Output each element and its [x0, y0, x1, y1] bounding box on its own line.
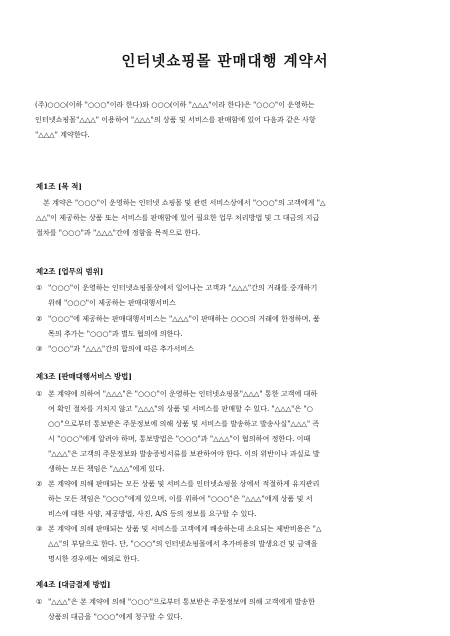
item-line: "△△△"은 본 계약에 의해 "○○○"으로부터 통보받은 주문정보에 의해 고객에게 발송한 — [48, 597, 316, 606]
item-line: 여 확인 절차를 거치지 않고 "△△△"의 상품 및 서비스를 판매할 수 있다. "△△△"은 "○ — [48, 404, 313, 413]
item-line: △△"의 부담으로 한다. 단, "○○○"의 인터넷쇼핑몰에서 추가비용의 발생요건 및 금액을 — [48, 539, 318, 548]
preamble — [35, 97, 420, 142]
item-number: ① — [36, 283, 43, 292]
item-number: ② — [36, 479, 43, 488]
item-line: 하는 모든 책임은 "○○○"에게 있으며, 이를 위하여 "○○○"은 "△△△"에게 상품 및 서 — [48, 494, 313, 503]
item-line: "○○○"과 "△△△"간의 합의에 따른 추가서비스 — [48, 344, 195, 353]
article3-heading: 제3조 [판매대행서비스 방법] — [36, 372, 132, 381]
item-line: 본 계약에 의하여 "△△△"은 "○○○"이 운영하는 인터넷쇼핑몰"△△△" 통한 고객에 대하 — [48, 389, 318, 398]
item-line: 시 "○○○"에게 알려야 하며, 통보방법은 "○○○"과 "△△△"이 협의하여 정한다. 이때 — [48, 434, 311, 443]
article1-heading: 제1조 [목 적] — [36, 182, 82, 191]
item-line: "○○○"에 제공하는 판매대행서비스는 "△△△"이 판매하는 ○○○의 거래에 한정하며, 품 — [48, 314, 320, 323]
preamble-line: 인터넷쇼핑몰"△△△" 이용하여 "△△△"의 상품 및 서비스를 판매함에 있어 다음과 같은 사항 — [35, 115, 316, 124]
item-number: ③ — [36, 344, 43, 353]
article1-line: 본 계약은 "○○○"이 운영하는 인터넷 쇼핑몰 및 관련 서비스상에서 "○○○"의 고객에게 "△ — [43, 198, 326, 207]
item-line: ○○"으로부터 통보받은 주문정보에 의해 상품 및 서비스를 발송하고 발송사실"△△△" 즉 — [48, 419, 320, 428]
article4-heading: 제4조 [대금결제 방법] — [36, 580, 111, 589]
item-number: ① — [36, 597, 43, 606]
document-title: 인터넷쇼핑몰 판매대행 계약서 — [121, 53, 329, 70]
item-line: 비스에 대한 사양, 제공방법, 사진, A/S 등의 정보를 요구할 수 있다. — [48, 509, 257, 518]
item-line: 본 계약에 의해 판매되는 모든 상품 및 서비스를 인터넷쇼핑몰 상에서 적절하게 유지관리 — [48, 479, 320, 488]
article1-line: △△"이 제공하는 상품 또는 서비스를 판매함에 있어 필요한 업무 처리방법 및 그 대금의 지급 — [36, 213, 320, 222]
item-number: ② — [36, 314, 43, 323]
item-number: ① — [36, 389, 43, 398]
item-line: 상품의 대금을 "○○○"에게 청구할 수 있다. — [48, 612, 183, 621]
article1-body — [36, 195, 421, 240]
item-line: "△△△"은 고객의 주문정보와 발송증빙서류를 보관하여야 한다. 이의 위반이나 과실로 발 — [48, 449, 320, 458]
item-line: 위해 "○○○"이 제공하는 판매대행서비스 — [48, 298, 176, 307]
item-number: ③ — [36, 524, 43, 533]
item-line: 생하는 모든 책임은 "△△△"에게 있다. — [48, 464, 165, 473]
preamble-line: "△△△" 계약한다. — [35, 130, 90, 139]
preamble-line: (주)○○○(이하 "○○○"이라 한다)와 ○○○(이하 "△△△"이라 한다)은 "○○○"이 운영하는 — [35, 100, 315, 109]
item-line: "○○○"이 운영하는 인터넷쇼핑몰상에서 일어나는 고객과 "△△△"간의 거래를 중개하기 — [48, 283, 318, 292]
item-line: 목의 추가는 "○○○"과 별도 협의에 의한다. — [48, 329, 183, 338]
article1-line: 절차를 "○○○"과 "△△△"간에 정함을 목적으로 한다. — [36, 228, 201, 237]
item-line: 명시한 경우에는 예외로 한다. — [48, 554, 140, 563]
article2-heading: 제2조 [업무의 범위] — [36, 267, 104, 276]
item-line: 본 계약에 의해 판매되는 상품 및 서비스를 고객에게 배송하는데 소요되는 제반비용은 "△ — [48, 524, 322, 533]
